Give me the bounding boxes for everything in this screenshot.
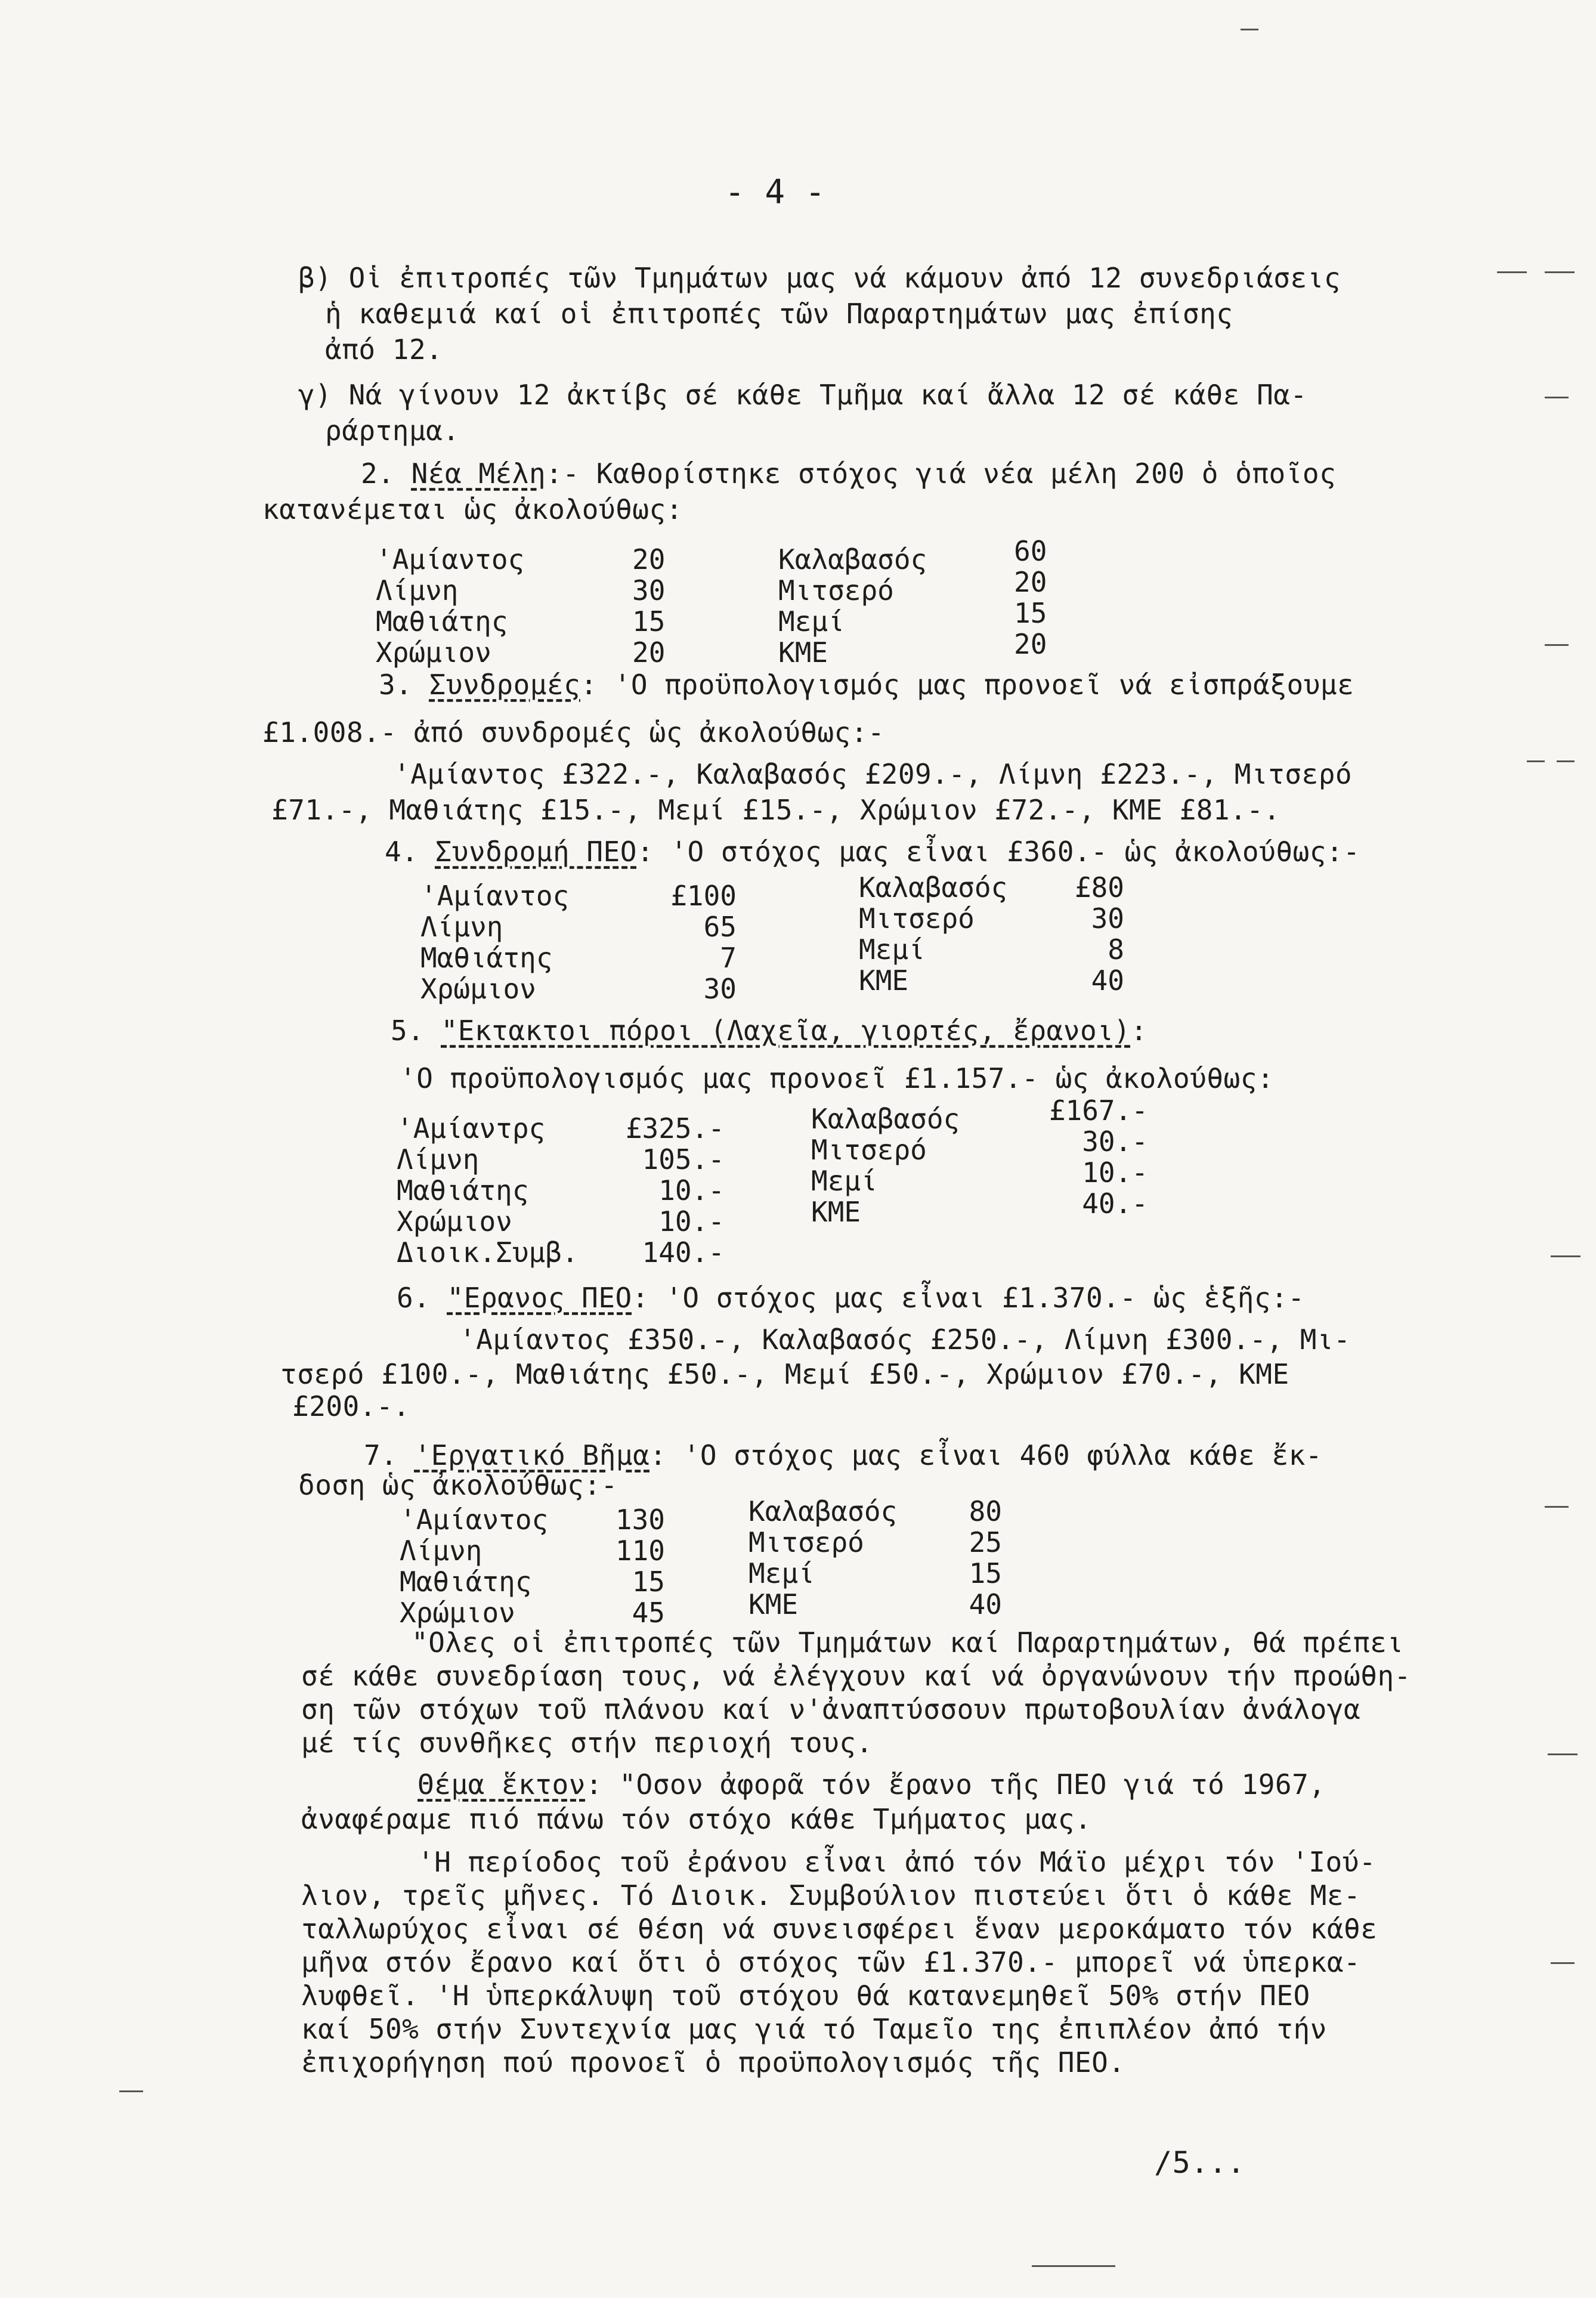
intro-line-2: ἡ καθεμιά καί οἱ ἐπιτροπές τῶν Παραρτημάτων μας ἐπίσης — [325, 298, 1233, 330]
s4-left-values: £100 65 7 30 — [670, 880, 737, 1005]
intro-line-1: β) Οἱ ἐπιτροπές τῶν Τμημάτων μας νά κάμουν ἀπό 12 συνεδριάσεις — [298, 262, 1341, 294]
section-2-title: Νέα Μέλη — [411, 457, 546, 490]
closing-line-2: σέ κάθε συνεδρίαση τους, νά ἐλέγχουν καί νά ὀργανώνουν τήν προώθη- — [301, 1660, 1411, 1692]
section-5-heading: 5. "Εκτακτοι πόροι (Λαχεῖα, γιορτές, ἔρανοι): — [391, 1015, 1147, 1047]
section-5-line-2: 'Ο προϋπολογισμός μας προνοεῖ £1.157.- ὡς ἀκολούθως: — [400, 1062, 1275, 1094]
section-3-line-3: 'Αμίαντος £322.-, Καλαβασός £209.-, Λίμνη £223.-, Μιτσερό — [394, 758, 1353, 790]
continuation-marker: /5... — [1154, 2145, 1246, 2180]
scan-mark — [1545, 271, 1575, 273]
scan-mark — [1545, 1506, 1569, 1508]
scan-mark — [1551, 1962, 1575, 1964]
final-line-1: 'Η περίοδος τοῦ ἐράνου εἶναι ἀπό τόν Μάϊο μέχρι τόν 'Ιού- — [417, 1846, 1377, 1878]
s7-right-values: 80 25 15 40 — [969, 1495, 1002, 1620]
section-5-title: "Εκτακτοι πόροι (Λαχεῖα, γιορτές, ἔρανοι) — [441, 1015, 1131, 1047]
section-2-text: :- Καθορίστηκε στόχος γιά νέα μέλη 200 ὁ ὁποῖος — [546, 457, 1337, 490]
final-line-3: ταλλωρύχος εἶναι σέ θέση νά συνεισφέρει ἕναν μεροκάματο τόν κάθε — [301, 1913, 1378, 1945]
section-6-title: "Ερανος ΠΕΟ — [447, 1282, 632, 1314]
section-2-heading — [361, 457, 1336, 490]
section-3-line-4: £71.-, Μαθιάτης £15.-, Μεμί £15.-, Χρώμιον £72.-, ΚΜΕ £81.-. — [271, 794, 1280, 826]
s5-right-names: Καλαβασός Μιτσερό Μεμί ΚΜΕ — [811, 1103, 960, 1228]
section-2-line-2: κατανέμεται ὡς ἀκολούθως: — [262, 493, 683, 525]
s4-right-values: £80 30 8 40 — [1074, 871, 1124, 997]
intro-line-3: ἀπό 12. — [325, 333, 443, 366]
section-2-number: 2. — [361, 457, 395, 490]
s7-left-names: 'Αμίαντος Λίμνη Μαθιάτης Χρώμιον — [400, 1504, 549, 1629]
section-6-heading: 6. "Ερανος ΠΕΟ: 'Ο στόχος μας εἶναι £1.370.- ὡς ἑξῆς:- — [397, 1282, 1305, 1314]
scan-mark — [1557, 760, 1575, 762]
theme-line-2: ἀναφέραμε πιό πάνω τόν στόχο κάθε Τμήματος μας. — [301, 1803, 1092, 1835]
scan-mark — [1551, 1255, 1580, 1257]
s4-right-names: Καλαβασός Μιτσερό Μεμί ΚΜΕ — [859, 871, 1008, 997]
s5-left-names: 'Αμίαντρς Λίμνη Μαθιάτης Χρώμιον Διοικ.Συμβ. — [397, 1112, 579, 1269]
scan-mark — [1241, 29, 1258, 30]
s5-left-values: £325.- 105.- 10.- 10.- 140.- — [625, 1112, 725, 1269]
scan-mark — [1527, 760, 1545, 762]
scan-mark — [1548, 1753, 1578, 1755]
final-line-6: καί 50% στήν Συντεχνία μας γιά τό Ταμεῖο της ἐπιπλέον ἀπό τήν — [301, 2013, 1327, 2045]
s2-right-values: 60 20 15 20 — [1014, 535, 1047, 660]
final-line-7: ἐπιχορήγηση πού προνοεῖ ὁ προϋπολογισμός τῆς ΠΕΟ. — [301, 2046, 1125, 2079]
final-line-4: μῆνα στόν ἔρανο καί ὅτι ὁ στόχος τῶν £1.370.- μπορεῖ νά ὑπερκα- — [301, 1946, 1361, 1978]
s2-left-names: 'Αμίαντος Λίμνη Μαθιάτης Χρώμιον — [376, 543, 525, 669]
intro-line-4: γ) Νά γίνουν 12 ἀκτίβς σέ κάθε Τμῆμα καί ἄλλα 12 σέ κάθε Πα- — [298, 379, 1307, 411]
s7-right-names: Καλαβασός Μιτσερό Μεμί ΚΜΕ — [748, 1495, 898, 1620]
section-4-heading: 4. Συνδρομή ΠΕΟ: 'Ο στόχος μας εἶναι £360.- ὡς ἀκολούθως:- — [385, 836, 1360, 868]
s2-left-values: 20 30 15 20 — [632, 543, 666, 669]
section-7-heading: 7. 'Εργατικό Βῆμα: 'Ο στόχος μας εἶναι 460 φύλλα κάθε ἔκ- — [364, 1439, 1323, 1471]
final-line-2: λιον, τρεῖς μῆνες. Τό Διοικ. Συμβούλιον πιστεύει ὅτι ὁ κάθε Με- — [301, 1879, 1361, 1912]
section-6-line-2: 'Αμίαντος £350.-, Καλαβασός £250.-, Λίμνη £300.-, Μι- — [459, 1323, 1351, 1356]
scan-mark — [1497, 271, 1527, 273]
closing-line-3: ση τῶν στόχων τοῦ πλάνου καί ν'ἀναπτύσσουν πρωτοβουλίαν ἀνάλογα — [301, 1693, 1361, 1725]
section-4-title: Συνδρομή ΠΕΟ — [435, 836, 637, 868]
scan-mark — [1545, 397, 1569, 398]
section-3-title: Συνδρομές — [429, 669, 581, 701]
scan-mark — [1032, 2265, 1115, 2267]
scan-mark — [1545, 644, 1569, 646]
section-6-line-3: τσερό £100.-, Μαθιάτης £50.-, Μεμί £50.-, Χρώμιον £70.-, ΚΜΕ — [280, 1358, 1289, 1390]
s7-left-values: 130 110 15 45 — [615, 1504, 665, 1629]
final-line-5: λυφθεῖ. 'Η ὑπερκάλυψη τοῦ στόχου θά κατανεμηθεῖ 50% στήν ΠΕΟ — [301, 1980, 1310, 2012]
intro-line-5: ράρτημα. — [325, 415, 460, 447]
section-7-title: 'Εργατικό Βῆμα — [414, 1439, 650, 1471]
s5-right-values: £167.- 30.- 10.- 40.- — [1048, 1094, 1148, 1220]
section-7-line-2: δοση ὡς ἀκολούθως:- — [298, 1469, 618, 1501]
s4-left-names: 'Αμίαντος Λίμνη Μαθιάτης Χρώμιον — [420, 880, 570, 1005]
page-number: - 4 - — [725, 173, 825, 212]
section-3-line-2: £1.008.- ἀπό συνδρομές ὡς ἀκολούθως:- — [262, 716, 885, 749]
closing-line-4: μέ τίς συνθῆκες στήν περιοχή τους. — [301, 1727, 873, 1759]
theme-title: Θέμα ἕκτον — [417, 1768, 586, 1801]
section-6-line-4: £200.-. — [292, 1390, 410, 1422]
closing-line-1: "Ολες οἱ ἐπιτροπές τῶν Τμημάτων καί Παραρτημάτων, θά πρέπει — [412, 1626, 1404, 1659]
theme-heading: Θέμα ἕκτον: "Οσον ἀφορᾶ τόν ἔρανο τῆς ΠΕΟ γιά τό 1967, — [417, 1768, 1326, 1801]
s2-right-names: Καλαβασός Μιτσερό Μεμί ΚΜΕ — [778, 543, 927, 669]
scan-mark — [119, 2090, 143, 2092]
section-3-heading: 3. Συνδρομές: 'Ο προϋπολογισμός μας προνοεῖ νά εἰσπράξουμε — [379, 669, 1354, 701]
